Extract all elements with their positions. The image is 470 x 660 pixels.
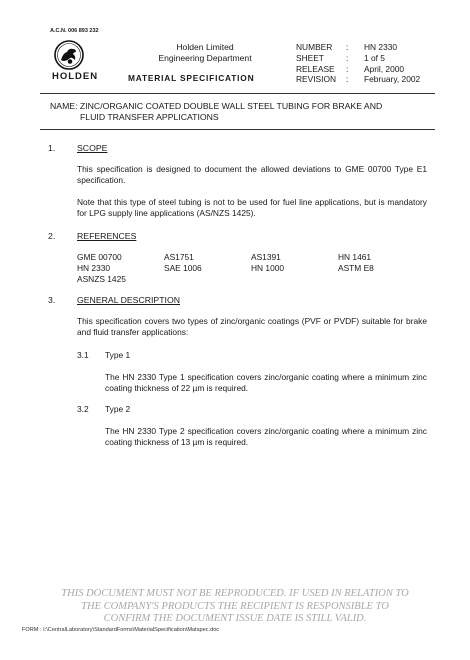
subsection-title-type2: Type 2: [105, 404, 131, 414]
meta-revision: [296, 74, 420, 85]
acn-number: A.C.N. 006 893 232: [50, 28, 99, 34]
meta-label: REVISION: [296, 74, 337, 85]
scope-paragraph-1: This specification is designed to document the allowed deviations to GME 00700 Type E1 specification.: [77, 164, 427, 185]
subsection-title-type1: Type 1: [105, 350, 131, 360]
department-name: Engineering Department: [158, 53, 252, 63]
name-line-1: NAME: ZINC/ORGANIC COATED DOUBLE WALL STEEL TUBING FOR BRAKE AND: [50, 101, 383, 111]
holden-lion-logo-icon: [54, 40, 84, 70]
meta-label: RELEASE: [296, 63, 335, 74]
meta-separator: :: [346, 74, 349, 85]
document-type: MATERIAL SPECIFICATION: [128, 73, 255, 83]
meta-separator: :: [346, 52, 349, 63]
references-row: [77, 263, 425, 274]
meta-value: April, 2000: [364, 63, 405, 74]
meta-separator: :: [346, 42, 349, 52]
meta-value: HN 2330: [364, 42, 398, 52]
subsection-number-type2: 3.2: [77, 404, 89, 414]
general-intro: This specification covers two types of zinc/organic coatings (PVF or PVDF) suitable for brake and fluid transfer applications:: [77, 316, 427, 337]
name-line-2: FLUID TRANSFER APPLICATIONS: [80, 112, 219, 123]
reproduction-disclaimer: [25, 588, 445, 626]
reference-item: AS1751: [164, 252, 194, 262]
section-title-general: GENERAL DESCRIPTION: [77, 295, 180, 305]
reference-item: ASNZS 1425: [77, 274, 126, 284]
meta-value: February, 2002: [364, 74, 421, 85]
meta-value: 1 of 5: [364, 52, 385, 63]
meta-label: SHEET: [296, 52, 324, 63]
references-row: [77, 252, 425, 263]
section-title-references: REFERENCES: [77, 231, 137, 241]
company-block: [130, 42, 280, 64]
reference-item: HN 2330: [77, 263, 111, 273]
disclaimer-line: THE COMPANY'S PRODUCTS THE RECIPIENT IS RESPONSIBLE TO: [81, 600, 389, 612]
disclaimer-line: CONFIRM THE DOCUMENT ISSUE DATE IS STILL VALID.: [103, 613, 367, 624]
references-row: [77, 274, 425, 285]
form-path: FORM : I:\CentralLaboratory\StandardForms\MaterialSpecification\Matspec.doc: [22, 627, 220, 633]
reference-item: SAE 1006: [164, 263, 202, 273]
holden-wordmark: HOLDEN: [52, 71, 99, 82]
subsection-number-type1: 3.1: [77, 350, 89, 360]
meta-separator: :: [346, 63, 349, 74]
meta-release: [296, 64, 420, 75]
section-number-scope: 1.: [48, 143, 56, 153]
name-divider: [40, 129, 435, 130]
type2-description: The HN 2330 Type 2 specification covers zinc/organic coating where a minimum zinc coating thickness of 13 µm is required.: [105, 426, 427, 447]
references-table: [77, 252, 425, 285]
reference-item: HN 1000: [251, 263, 285, 273]
reference-item: AS1391: [251, 252, 281, 262]
scope-paragraph-2: Note that this type of steel tubing is not to be used for fuel line applications, but is mandatory for LPG supply line applications (AS/NZS 1425).: [77, 197, 427, 218]
meta-sheet: [296, 53, 420, 64]
section-number-references: 2.: [48, 231, 56, 241]
meta-label: NUMBER: [296, 42, 333, 52]
disclaimer-line: THIS DOCUMENT MUST NOT BE REPRODUCED. IF USED IN RELATION TO: [61, 588, 409, 599]
reference-item: HN 1461: [338, 252, 372, 262]
document-meta: [296, 42, 420, 85]
document-name: [50, 101, 440, 123]
type1-description: The HN 2330 Type 1 specification covers zinc/organic coating where a minimum zinc coating thickness of 22 µm is required.: [105, 372, 427, 393]
reference-item: ASTM E8: [338, 263, 374, 273]
section-title-scope: SCOPE: [77, 143, 108, 153]
meta-number: [296, 42, 420, 53]
section-number-general: 3.: [48, 295, 56, 305]
header-divider: [40, 93, 435, 94]
reference-item: GME 00700: [77, 252, 122, 262]
company-name: Holden Limited: [176, 42, 234, 52]
